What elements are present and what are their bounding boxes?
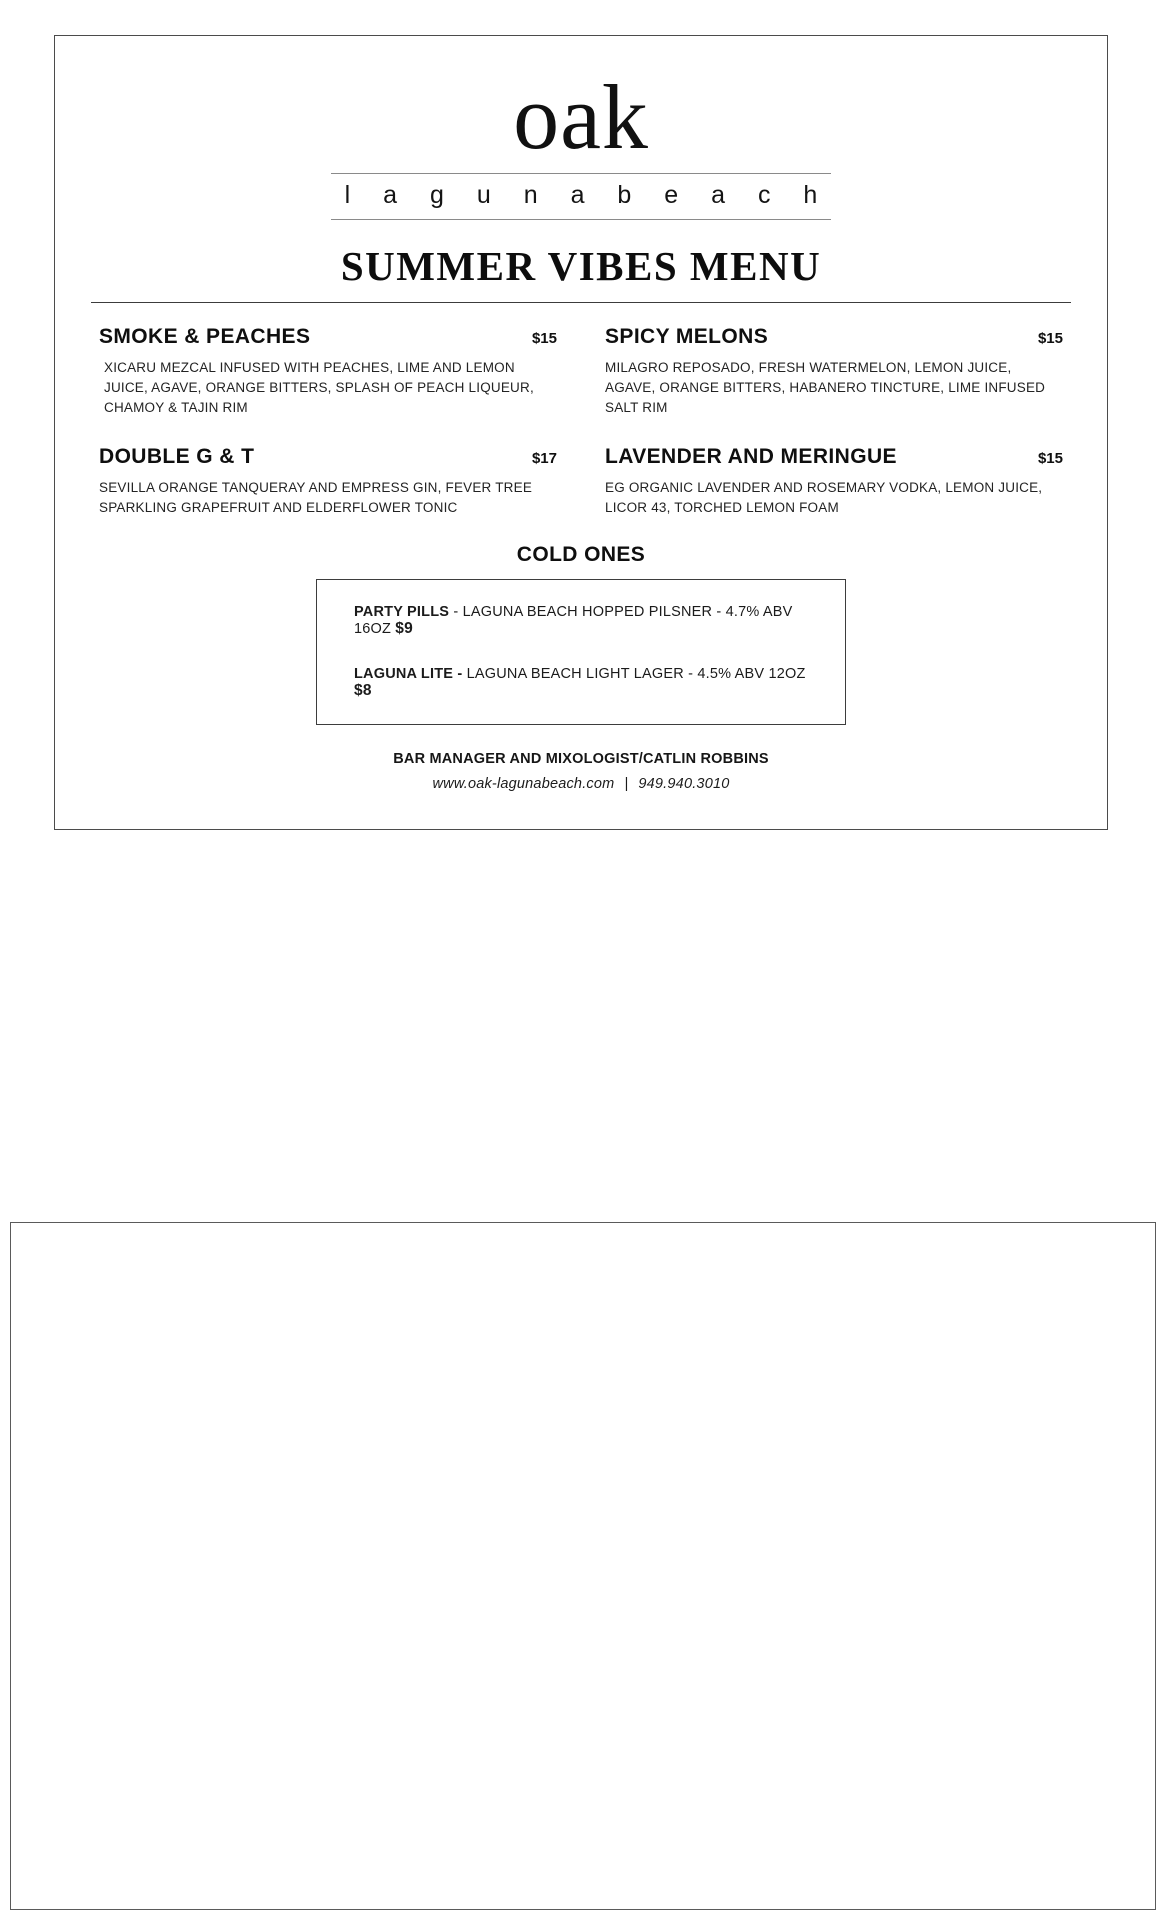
cocktail-header [99, 325, 557, 349]
cocktail-header [99, 445, 557, 469]
menu-footer [55, 751, 1107, 792]
cocktail-header [605, 445, 1063, 469]
beer-item [339, 666, 823, 700]
beer-item [339, 604, 823, 638]
cold-ones-box [316, 579, 846, 725]
blank-page [10, 1222, 1156, 1910]
beer-price: $9 [395, 620, 413, 638]
brand-logo [55, 66, 1107, 220]
beer-detail: - LAGUNA BEACH HOPPED PILSNER - 4.7% ABV 16OZ [354, 604, 793, 638]
cocktail-item [605, 325, 1063, 417]
beer-detail: LAGUNA BEACH LIGHT LAGER - 4.5% ABV 12OZ [462, 666, 806, 683]
menu-page [54, 35, 1108, 830]
cocktail-price: $15 [531, 330, 557, 348]
cocktail-item [99, 325, 557, 417]
beer-name: PARTY PILLS [354, 604, 450, 621]
bar-manager-credit: BAR MANAGER AND MIXOLOGIST/CATLIN ROBBINS [393, 751, 769, 768]
brand-location-rule [331, 173, 831, 220]
menu-title: SUMMER VIBES MENU [340, 243, 822, 290]
cocktail-column-right [605, 325, 1063, 517]
cold-ones-title: COLD ONES [516, 543, 646, 567]
cocktail-column-left [99, 325, 557, 517]
cocktail-name: SPICY MELONS [605, 325, 769, 349]
cocktail-description: MILAGRO REPOSADO, FRESH WATERMELON, LEMON JUICE, AGAVE, ORANGE BITTERS, HABANERO TINCTURE, LIME INFUSED SALT RIM [605, 360, 1046, 415]
cocktail-item [605, 445, 1063, 517]
cocktail-name: LAVENDER AND MERINGUE [605, 445, 897, 469]
cocktail-name: DOUBLE G & T [99, 445, 255, 469]
contact-separator: | [624, 776, 629, 793]
phone-number[interactable]: 949.940.3010 [638, 776, 730, 793]
brand-location: l a g u n a b e a c h [344, 181, 831, 210]
website-link[interactable]: www.oak-lagunabeach.com [432, 776, 615, 793]
cocktail-price: $15 [1037, 450, 1063, 468]
cocktail-description: EG ORGANIC LAVENDER AND ROSEMARY VODKA, LEMON JUICE, LICOR 43, TORCHED LEMON FOAM [605, 480, 1043, 515]
cocktail-section [99, 325, 1063, 517]
beer-price: $8 [354, 682, 372, 700]
title-divider [91, 302, 1071, 303]
cocktail-price: $17 [531, 450, 557, 468]
cocktail-description: XICARU MEZCAL INFUSED WITH PEACHES, LIME AND LEMON JUICE, AGAVE, ORANGE BITTERS, SPLASH OF PEACH LIQUEUR, CHAMOY & TAJIN RIM [104, 360, 534, 415]
cocktail-price: $15 [1037, 330, 1063, 348]
cocktail-item [99, 445, 557, 517]
cocktail-header [605, 325, 1063, 349]
cocktail-description: SEVILLA ORANGE TANQUERAY AND EMPRESS GIN, FEVER TREE SPARKLING GRAPEFRUIT AND ELDERFLOWER TONIC [99, 480, 533, 515]
brand-name: oak [513, 66, 649, 168]
beer-name: LAGUNA LITE - [354, 666, 463, 683]
cocktail-name: SMOKE & PEACHES [99, 325, 311, 349]
contact-line [55, 776, 1107, 792]
